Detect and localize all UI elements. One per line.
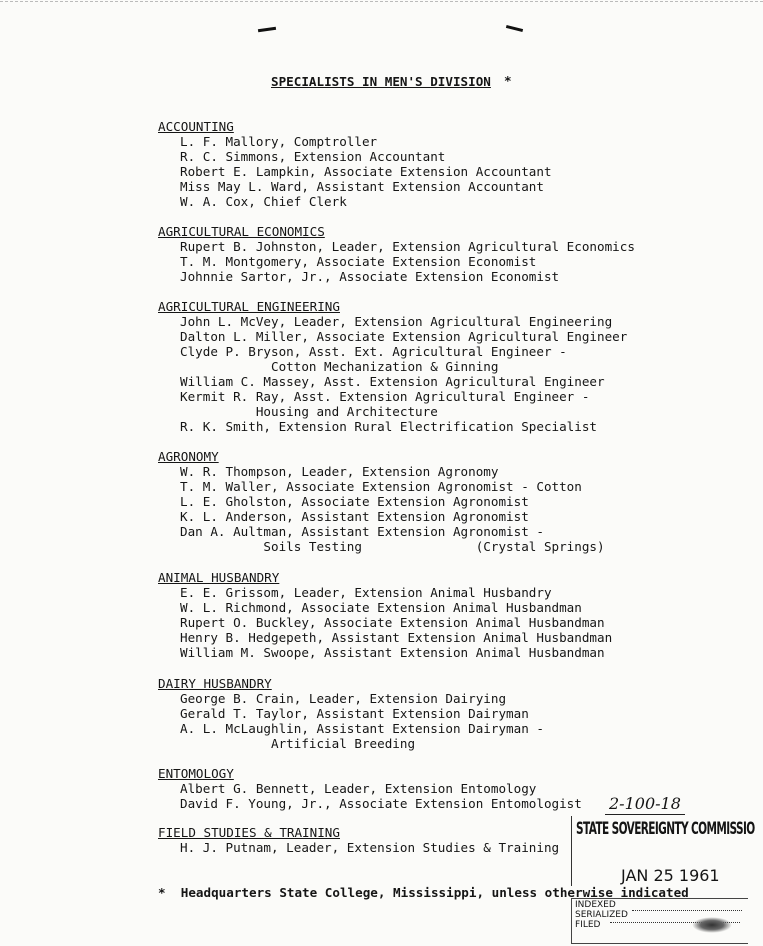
index-label-indexed: INDEXED <box>575 900 616 910</box>
title-asterisk: * <box>504 73 512 88</box>
staff-line: Rupert B. Johnston, Leader, Extension Agricultural Economics <box>180 239 635 254</box>
staff-line: Dalton L. Miller, Associate Extension Agricultural Engineer <box>180 329 628 344</box>
staff-line: Clyde P. Bryson, Asst. Ext. Agricultural Engineer - <box>180 344 567 359</box>
staff-line: Dan A. Aultman, Assistant Extension Agronomist - <box>180 524 544 539</box>
staff-line: David F. Young, Jr., Associate Extension Entomologist <box>180 796 582 811</box>
staff-line: W. A. Cox, Chief Clerk <box>180 194 347 209</box>
section-heading: DAIRY HUSBANDRY <box>158 676 272 691</box>
staff-line: A. L. McLaughlin, Assistant Extension Dairyman - <box>180 721 544 736</box>
staff-line: John L. McVey, Leader, Extension Agricultural Engineering <box>180 314 613 329</box>
punch-mark-left <box>258 27 276 32</box>
page-title: SPECIALISTS IN MEN'S DIVISION <box>271 74 491 89</box>
section-heading: ACCOUNTING <box>158 119 234 134</box>
index-dotted-line-1 <box>632 910 742 911</box>
staff-line: T. M. Montgomery, Associate Extension Economist <box>180 254 537 269</box>
staff-line: K. L. Anderson, Assistant Extension Agronomist <box>180 509 529 524</box>
signature-scrawl <box>692 917 732 933</box>
staff-line: George B. Crain, Leader, Extension Dairying <box>180 691 507 706</box>
handwritten-underline <box>605 814 685 815</box>
staff-line: William C. Massey, Asst. Extension Agricultural Engineer <box>180 374 605 389</box>
section-heading: ANIMAL HUSBANDRY <box>158 570 280 585</box>
staff-line: Albert G. Bennett, Leader, Extension Entomology <box>180 781 537 796</box>
staff-line: Gerald T. Taylor, Assistant Extension Dairyman <box>180 706 529 721</box>
staff-line: R. K. Smith, Extension Rural Electrification Specialist <box>180 419 598 434</box>
staff-line: Cotton Mechanization & Ginning <box>180 359 499 374</box>
stamp-date: JAN 25 1961 <box>621 866 720 885</box>
commission-stamp <box>569 794 759 942</box>
index-label-serialized: SERIALIZED <box>575 910 628 920</box>
staff-line: Robert E. Lampkin, Associate Extension Accountant <box>180 164 552 179</box>
staff-line: William M. Swoope, Assistant Extension Animal Husbandman <box>180 645 605 660</box>
section-heading: AGRICULTURAL ENGINEERING <box>158 299 340 314</box>
punch-mark-right <box>506 25 523 32</box>
stamp-left-rule <box>571 816 572 886</box>
staff-line: T. M. Waller, Associate Extension Agronomist - Cotton <box>180 479 582 494</box>
section-heading: AGRONOMY <box>158 449 219 464</box>
stamp-index-box <box>571 898 748 944</box>
footnote: * Headquarters State College, Mississippi, unless otherwise indicated <box>158 885 689 900</box>
staff-line: H. J. Putnam, Leader, Extension Studies & Training <box>180 840 560 855</box>
staff-line: L. F. Mallory, Comptroller <box>180 134 378 149</box>
top-edge <box>0 1 763 2</box>
staff-line: Rupert O. Buckley, Associate Extension Animal Husbandman <box>180 615 605 630</box>
staff-line: Henry B. Hedgepeth, Assistant Extension Animal Husbandman <box>180 630 613 645</box>
section-heading: FIELD STUDIES & TRAINING <box>158 825 340 840</box>
staff-line: Johnnie Sartor, Jr., Associate Extension Economist <box>180 269 560 284</box>
staff-line: Kermit R. Ray, Asst. Extension Agricultural Engineer - <box>180 389 590 404</box>
staff-line: Artificial Breeding <box>180 736 416 751</box>
staff-line: R. C. Simmons, Extension Accountant <box>180 149 446 164</box>
staff-line: W. L. Richmond, Associate Extension Animal Husbandman <box>180 600 582 615</box>
staff-line: W. R. Thompson, Leader, Extension Agronomy <box>180 464 499 479</box>
section-heading: AGRICULTURAL ECONOMICS <box>158 224 325 239</box>
stamp-agency: STATE SOVEREIGNTY COMMISSIO <box>576 819 755 839</box>
index-label-filed: FILED <box>575 920 601 930</box>
staff-line: L. E. Gholston, Associate Extension Agronomist <box>180 494 529 509</box>
staff-line: Housing and Architecture <box>180 404 438 419</box>
section-heading: ENTOMOLOGY <box>158 766 234 781</box>
staff-line: Soils Testing (Crystal Springs) <box>180 539 605 554</box>
staff-line: E. E. Grissom, Leader, Extension Animal Husbandry <box>180 585 552 600</box>
staff-line: Miss May L. Ward, Assistant Extension Accountant <box>180 179 544 194</box>
handwritten-number: 2-100-18 <box>609 794 681 813</box>
